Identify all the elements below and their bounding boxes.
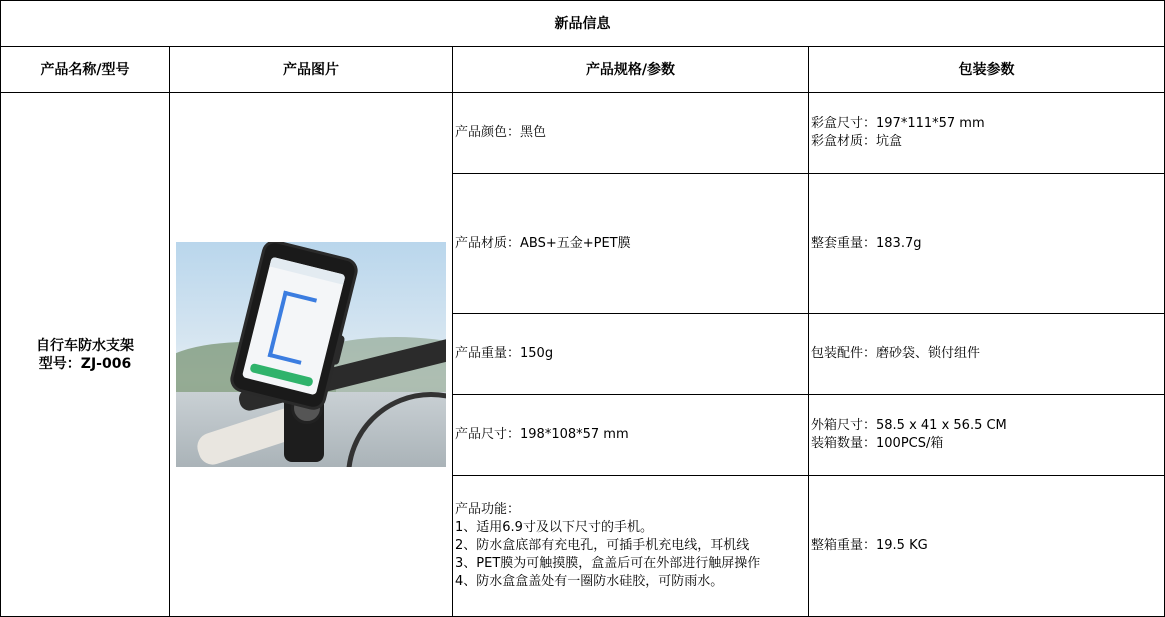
product-model: 型号：ZJ-006 <box>38 355 132 372</box>
spec-cell-color <box>453 93 809 174</box>
spec-line: 2、防水盒底部有充电孔，可插手机充电线，耳机线 <box>455 538 750 553</box>
header-product-specs: 产品规格/参数 <box>453 47 809 93</box>
pack-line: 包装配件：磨砂袋、锁付组件 <box>811 346 981 361</box>
spec-line: 产品材质：ABS+五金+PET膜 <box>455 235 631 251</box>
spec-line: 3、PET膜为可触摸膜，盒盖后可在外部进行触屏操作 <box>455 556 761 571</box>
product-photo <box>176 242 446 467</box>
spec-cell-features <box>453 476 809 617</box>
table-title: 新品信息 <box>1 1 1165 47</box>
spec-line: 1、适用6.9寸及以下尺寸的手机。 <box>455 520 653 535</box>
pack-cell-weight <box>809 174 1165 314</box>
header-packaging: 包装参数 <box>809 47 1165 93</box>
spec-line: 产品颜色：黑色 <box>455 125 547 140</box>
pack-line: 外箱尺寸：58.5 x 41 x 56.5 CM <box>811 418 1007 433</box>
header-product-name: 产品名称/型号 <box>1 47 170 93</box>
pack-line: 整箱重量：19.5 KG <box>811 538 928 553</box>
pack-line: 彩盒材质：坑盒 <box>811 134 903 149</box>
product-name: 自行车防水支架 <box>36 337 134 354</box>
pack-line: 装箱数量：100PCS/箱 <box>811 436 944 451</box>
spec-cell-weight <box>453 314 809 395</box>
pack-cell-box <box>809 93 1165 174</box>
pack-cell-carton <box>809 395 1165 476</box>
product-picture-cell <box>170 93 453 617</box>
product-name-cell <box>1 93 170 617</box>
spec-cell-size <box>453 395 809 476</box>
spec-line: 产品功能： <box>455 502 521 517</box>
pack-cell-carton-weight <box>809 476 1165 617</box>
header-product-picture: 产品图片 <box>170 47 453 93</box>
pack-line: 整套重量：183.7g <box>811 235 922 251</box>
spec-line: 4、防水盒盒盖处有一圈防水硅胶，可防雨水。 <box>455 574 724 589</box>
spec-line: 产品重量：150g <box>455 346 554 361</box>
spec-line: 产品尺寸：198*108*57 mm <box>455 427 629 442</box>
pack-cell-accessories <box>809 314 1165 395</box>
spec-cell-material <box>453 174 809 314</box>
pack-line: 彩盒尺寸：197*111*57 mm <box>811 116 985 131</box>
